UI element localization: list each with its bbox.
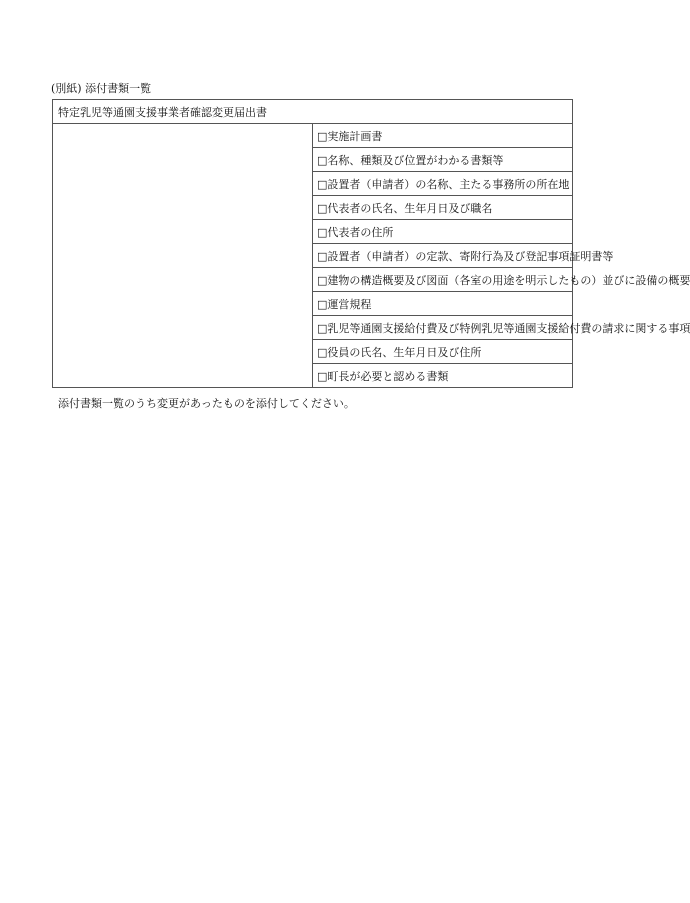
footnote: 添付書類一覧のうち変更があったものを添付してください。 <box>58 397 355 410</box>
checklist-item-representative-address: □代表者の住所 <box>313 220 573 244</box>
table-row <box>53 364 573 388</box>
checklist-item-plan: □実施計画書 <box>313 124 573 148</box>
table-row <box>53 316 573 340</box>
checklist-item-name-location: □名称、種類及び位置がわかる書類等 <box>313 148 573 172</box>
indent-cell <box>53 172 313 196</box>
table-row <box>53 220 573 244</box>
checklist-item-other: □町長が必要と認める書類 <box>313 364 573 388</box>
checklist-item-representative-info: □代表者の氏名、生年月日及び職名 <box>313 196 573 220</box>
indent-cell <box>53 340 313 364</box>
indent-cell <box>53 364 313 388</box>
table-row <box>53 196 573 220</box>
table-row <box>53 268 573 292</box>
indent-cell <box>53 316 313 340</box>
table-row <box>53 124 573 148</box>
checklist-item-articles: □設置者（申請者）の定款、寄附行為及び登記事項証明書等 <box>313 244 573 268</box>
checklist-item-billing: □乳児等通園支援給付費及び特例乳児等通園支援給付費の請求に関する事項 <box>313 316 573 340</box>
appendix-heading: (別紙) 添付書類一覧 <box>51 82 152 95</box>
form-title: 特定乳児等通園支援事業者確認変更届出書 <box>53 100 573 124</box>
indent-cell <box>53 148 313 172</box>
checklist-item-building: □建物の構造概要及び図面（各室の用途を明示したもの）並びに設備の概要 <box>313 268 573 292</box>
table-row <box>53 148 573 172</box>
indent-cell <box>53 220 313 244</box>
table-row <box>53 244 573 268</box>
attachment-list-table <box>52 99 690 388</box>
table-row <box>53 172 573 196</box>
checklist-item-regulations: □運営規程 <box>313 292 573 316</box>
indent-cell <box>53 244 313 268</box>
table-title-row <box>53 100 573 124</box>
indent-cell <box>53 292 313 316</box>
table-row <box>53 340 573 364</box>
checklist-item-founder-office: □設置者（申請者）の名称、主たる事務所の所在地 <box>313 172 573 196</box>
table-row <box>53 292 573 316</box>
indent-cell <box>53 268 313 292</box>
indent-cell <box>53 196 313 220</box>
indent-cell <box>53 124 313 148</box>
checklist-item-officers: □役員の氏名、生年月日及び住所 <box>313 340 573 364</box>
